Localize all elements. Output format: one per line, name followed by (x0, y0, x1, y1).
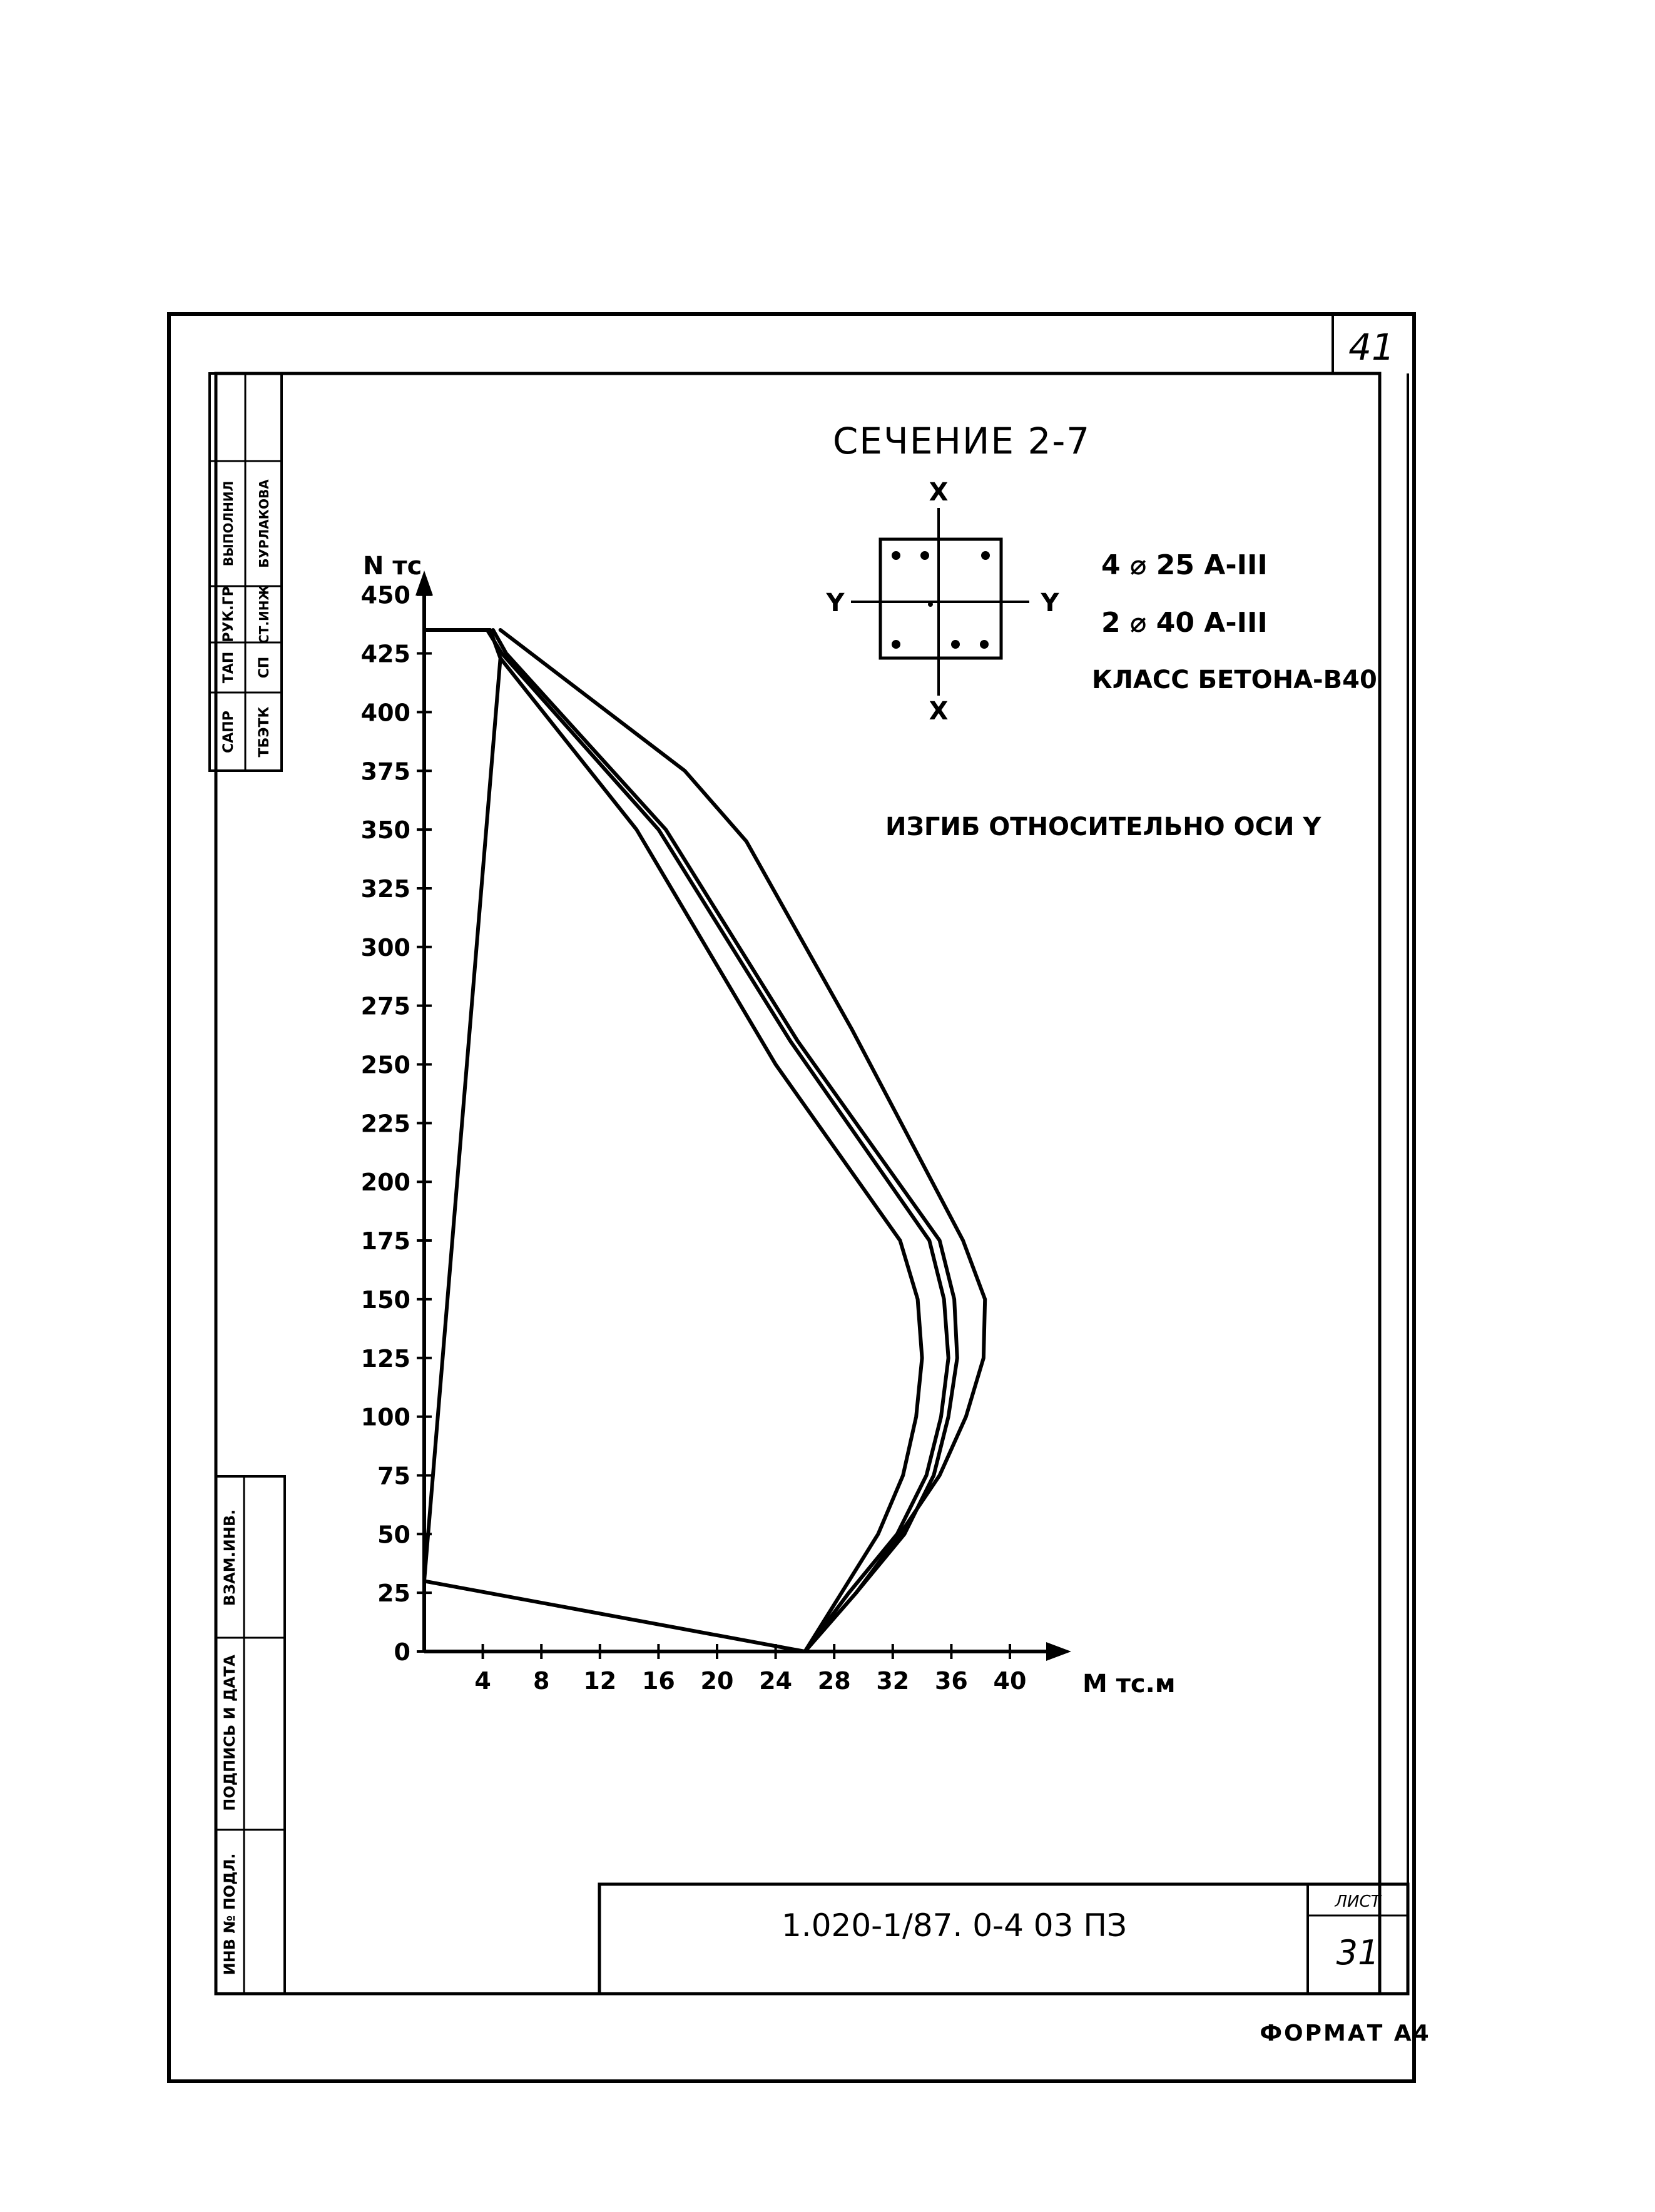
y-tick-label: 25 (377, 1580, 410, 1608)
rebar-dot (951, 640, 960, 649)
y-tick-label: 350 (360, 816, 410, 845)
series-line-2 (487, 630, 949, 1651)
y-tick-label: 225 (360, 1110, 410, 1138)
y-tick-label: 400 (360, 699, 410, 727)
x-tick-label: 16 (641, 1667, 675, 1695)
x-tick-label: 4 (474, 1667, 491, 1695)
stamp-cell: ИНВ № ПОДЛ. (221, 1853, 238, 1976)
y-tick-label: 50 (377, 1521, 410, 1549)
x-axis-title: М тс.м (1082, 1670, 1176, 1698)
format-label: ФОРМАТ А4 (1260, 2021, 1431, 2046)
rebar-dot (980, 640, 989, 649)
x-tick-label: 24 (759, 1667, 793, 1695)
title-block (599, 1884, 1408, 1994)
rebar-spec-2: 2 ⌀ 40 А-III (1101, 607, 1268, 639)
sheet-number: 31 (1336, 1933, 1380, 1972)
x-tick-label: 28 (817, 1667, 851, 1695)
stamp-cell: ВЗАМ.ИНВ. (221, 1509, 238, 1606)
x-tick-label: 40 (993, 1667, 1027, 1695)
stamp-cell: РУК.ГР (221, 586, 237, 642)
y-tick-label: 300 (360, 933, 410, 961)
y-tick-label: 200 (360, 1169, 410, 1197)
y-tick-label: 100 (360, 1403, 410, 1431)
stamp-cell: ТБЭТК (257, 706, 272, 758)
y-tick-label: 325 (360, 875, 410, 903)
rebar-dot (892, 640, 900, 649)
y-tick-label: 425 (360, 640, 410, 668)
x-tick-label: 36 (934, 1667, 968, 1695)
y-tick-label: 150 (360, 1286, 410, 1314)
series-line-4 (501, 630, 985, 1651)
x-tick-label: 12 (583, 1667, 617, 1695)
cross-section-diagram (826, 478, 1060, 726)
axis-x-label-bottom: X (929, 697, 949, 726)
series-line-1 (424, 630, 922, 1651)
stamp-cell: ТАП (221, 651, 237, 684)
corner-number: 41 (1348, 326, 1395, 368)
y-axis-title: N тс (363, 552, 422, 581)
x-tick-label: 32 (876, 1667, 910, 1695)
concrete-class: КЛАСС БЕТОНА-В40 (1092, 666, 1377, 694)
document-code: 1.020-1/87. 0-4 03 ПЗ (782, 1907, 1127, 1944)
bending-note: ИЗГИБ ОТНОСИТЕЛЬНО ОСИ Y (885, 813, 1321, 841)
rebar-dot (928, 602, 933, 607)
stamp-cell: ВЫПОЛНИЛ (221, 480, 236, 567)
x-axis-arrow (1046, 1642, 1071, 1661)
stamp-cell: СТ.ИНЖ (257, 585, 272, 644)
y-tick-label: 450 (360, 581, 410, 609)
rebar-dot (981, 551, 990, 560)
stamp-cell: САПР (221, 711, 237, 753)
rebar-dot (920, 551, 929, 560)
y-tick-label: 0 (394, 1638, 410, 1666)
stamp-top (210, 373, 282, 771)
stamp-cell: ПОДПИСЬ И ДАТА (221, 1655, 238, 1811)
stamp-cell: СП (257, 656, 272, 679)
series-line-3 (493, 630, 957, 1651)
y-tick-label: 125 (360, 1344, 410, 1372)
axis-x-label-top: X (929, 478, 949, 507)
sheet-label: ЛИСТ (1335, 1892, 1381, 1911)
y-tick-label: 250 (360, 1051, 410, 1079)
y-tick-label: 375 (360, 758, 410, 786)
x-tick-label: 8 (532, 1667, 550, 1695)
y-tick-label: 275 (360, 992, 410, 1020)
stamp-bottom (216, 1476, 285, 1994)
rebar-spec-1: 4 ⌀ 25 А-III (1101, 549, 1268, 581)
axis-y-label-right: Y (1041, 589, 1059, 617)
y-tick-label: 75 (377, 1462, 410, 1490)
y-tick-label: 175 (360, 1227, 410, 1256)
interaction-chart (361, 552, 1176, 1698)
rebar-dot (892, 551, 900, 560)
stamp-cell: БУРЛАКОВА (257, 479, 272, 568)
axis-y-label-left: Y (826, 589, 845, 617)
section-title: СЕЧЕНИЕ 2-7 (832, 420, 1091, 462)
x-tick-label: 20 (700, 1667, 734, 1695)
